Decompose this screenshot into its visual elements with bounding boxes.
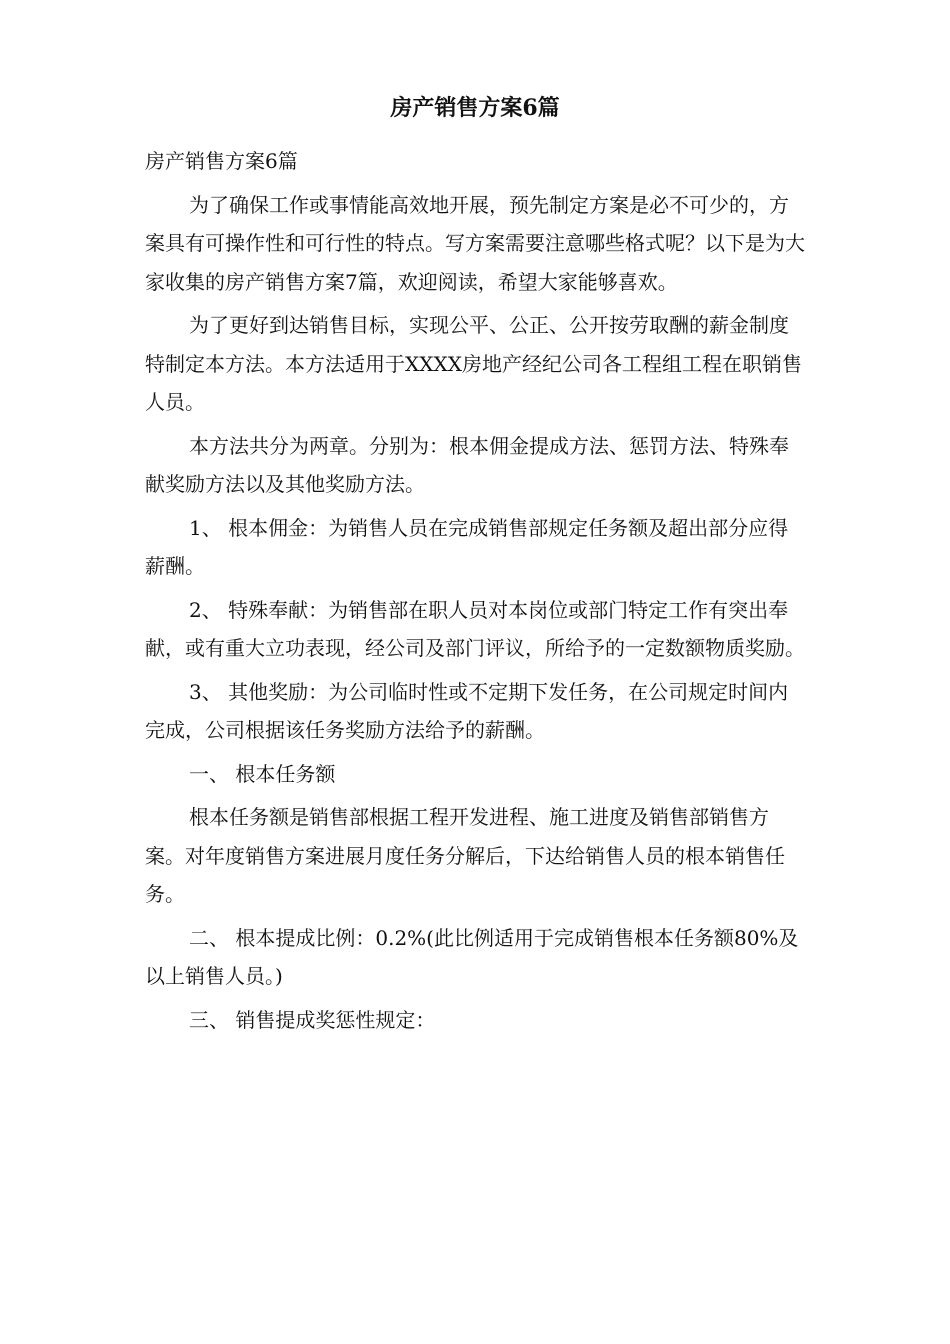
section-1-paragraph: 根本任务额是销售部根据工程开发进程、施工进度及销售部销售方案。对年度销售方案进展月度任务分解后，下达给销售人员的根本销售任务。 (145, 805, 785, 906)
section-3-heading: 三、 销售提成奖惩性规定： (189, 1007, 436, 1032)
purpose-paragraph: 为了更好到达销售目标，实现公平、公正、公开按劳取酬的薪金制度特制定本方法。本方法适用于XXXX房地产经纪公司各工程组工程在职销售人员。 (145, 313, 802, 414)
document-body (145, 142, 805, 1044)
item-3-paragraph: 3、 其他奖励：为公司临时性或不定期下发任务，在公司规定时间内完成，公司根据该任务奖励方法给予的薪酬。 (145, 679, 789, 742)
section-2-paragraph: 二、 根本提成比例：0.2%(此比例适用于完成销售根本任务额80%及以上销售人员。) (145, 925, 799, 988)
document-title: 房产销售方案6篇 (390, 95, 560, 121)
structure-paragraph: 本方法共分为两章。分别为：根本佣金提成方法、惩罚方法、特殊奉献奖励方法以及其他奖励方法。 (145, 433, 789, 496)
item-2-paragraph: 2、 特殊奉献：为销售部在职人员对本岗位或部门特定工作有突出奉献，或有重大立功表现，经公司及部门评议，所给予的一定数额物质奖励。 (145, 597, 805, 660)
section-1-heading: 一、 根本任务额 (189, 761, 336, 786)
subtitle-paragraph: 房产销售方案6篇 (145, 149, 298, 173)
intro-paragraph: 为了确保工作或事情能高效地开展，预先制定方案是必不可少的，方案具有可操作性和可行性的特点。写方案需要注意哪些格式呢？以下是为大家收集的房产销售方案7篇，欢迎阅读，希望大家能够喜欢。 (145, 192, 805, 294)
item-1-paragraph: 1、 根本佣金：为销售人员在完成销售部规定任务额及超出部分应得薪酬。 (145, 515, 789, 578)
